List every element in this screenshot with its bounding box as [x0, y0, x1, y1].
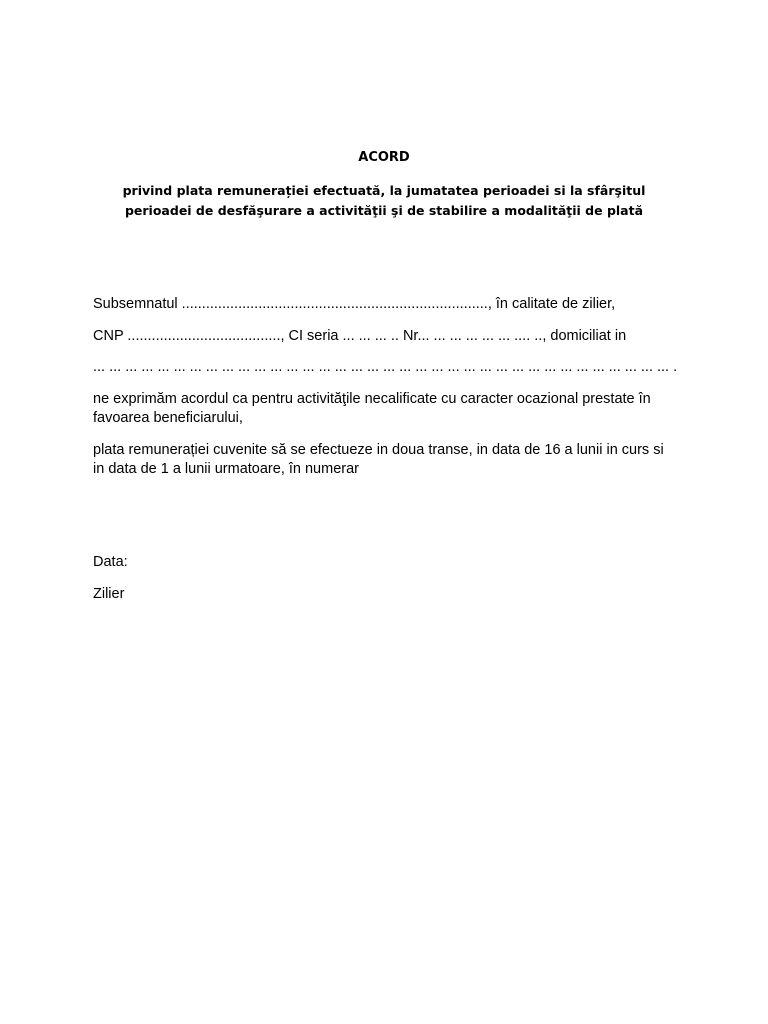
undersigned-line: Subsemnatul ............................................................................, în calitate de zilier, — [93, 296, 616, 312]
payment-line-2: in data de 1 a lunii urmatoare, în numerar — [93, 461, 359, 477]
document-subtitle-line-1: privind plata remunerației efectuată, la jumatatea perioadei si la sfârşitul — [122, 183, 646, 198]
signature-label: Zilier — [93, 586, 125, 602]
payment-line-1: plata remunerației cuvenite să se efectueze in doua transe, in data de 16 a lunii in curs si — [93, 442, 664, 458]
date-label: Data: — [93, 554, 128, 570]
agreement-line-1: ne exprimăm acordul ca pentru activităţile necalificate cu caracter ocazional prestate în — [93, 391, 651, 407]
document-subtitle-line-2: perioadei de desfăşurare a activităţii şi de stabilire a modalităţii de plată — [124, 203, 644, 218]
document-title: ACORD — [358, 150, 410, 165]
address-dotted-line: ... ... ... ... ... ... ... ... ... ... ... ... ... ... ... ... ... ... ... ... ... ... ... ... ... ... ... ... ... ... ... ... ... ... ... ... . — [93, 359, 678, 375]
agreement-line-2: favoarea beneficiarului, — [93, 410, 243, 426]
identity-line: CNP ......................................, CI seria ... ... ... .. Nr... ... ... ... ... ... .... .., domiciliat in — [93, 328, 627, 344]
